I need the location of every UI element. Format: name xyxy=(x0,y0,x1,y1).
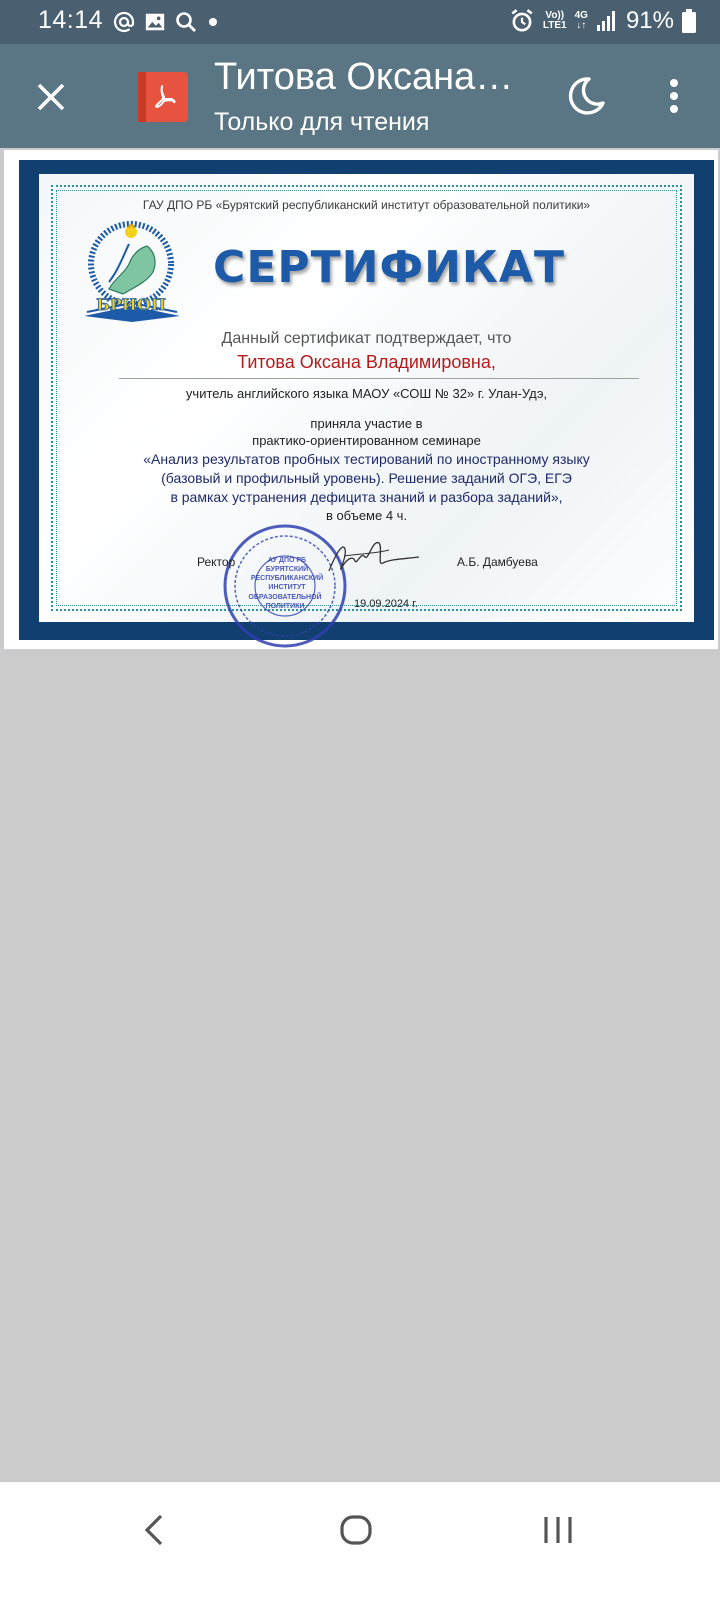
issue-date: 19.09.2024 г. xyxy=(354,598,418,610)
recents-button[interactable] xyxy=(530,1502,586,1558)
name-underline xyxy=(119,378,639,379)
seminar-title xyxy=(99,450,634,507)
alarm-icon xyxy=(509,8,535,34)
svg-text:ПОЛИТИКИ: ПОЛИТИКИ xyxy=(265,603,305,610)
dot-icon xyxy=(206,15,220,29)
hours-volume: в объеме 4 ч. xyxy=(325,508,408,523)
rector-signature xyxy=(324,536,424,580)
battery-percent: 91% xyxy=(625,7,674,34)
image-icon xyxy=(144,11,166,33)
signature-icon xyxy=(324,536,424,580)
svg-text:БРИОП: БРИОП xyxy=(96,295,166,314)
more-vert-icon xyxy=(668,78,680,114)
close-button[interactable] xyxy=(26,72,76,122)
participation-text: приняла участие в xyxy=(310,416,423,431)
document-title: Титова Оксана… xyxy=(214,56,514,98)
recipient-position: учитель английского языка МАОУ «СОШ № 32» г. Улан-Удэ, xyxy=(185,386,548,401)
status-system-icons xyxy=(509,6,696,36)
institute-logo-icon xyxy=(79,214,189,329)
recents-icon xyxy=(542,1513,574,1547)
search-icon xyxy=(174,10,198,34)
certificate-body xyxy=(39,174,694,622)
read-only-label: Только для чтения xyxy=(214,108,430,136)
seminar-title-line-2: (базовый и профильный уровень). Решение заданий ОГЭ, ЕГЭ xyxy=(161,470,572,486)
battery-icon xyxy=(682,9,696,33)
certificate-frame xyxy=(19,160,714,640)
pdf-icon xyxy=(138,72,188,122)
svg-text:ОБРАЗОВАТЕЛЬНОЙ: ОБРАЗОВАТЕЛЬНОЙ xyxy=(248,594,322,601)
night-mode-icon xyxy=(565,75,607,117)
status-time: 14:14 xyxy=(38,6,104,34)
back-icon xyxy=(142,1513,166,1547)
more-options-button[interactable] xyxy=(648,68,700,124)
confirm-text: Данный сертификат подтверждает, что xyxy=(221,330,512,347)
pdf-file-icon xyxy=(138,72,188,122)
pdf-page[interactable] xyxy=(4,150,718,650)
brioP-logo xyxy=(79,214,189,329)
seminar-title-line-3: в рамках устранения дефицита знаний и разбора заданий», xyxy=(170,489,563,505)
seminar-title-line-1: «Анализ результатов пробных тестирований по иностранному языку xyxy=(143,451,590,467)
svg-text:АУ ДПО РБ: АУ ДПО РБ xyxy=(267,557,307,564)
signal-icon xyxy=(596,10,618,32)
svg-text:ИНСТИТУТ: ИНСТИТУТ xyxy=(268,584,306,591)
certificate-heading: СЕРТИФИКАТ xyxy=(213,242,565,293)
volte-indicator: Vo)) LTE1 xyxy=(542,10,567,31)
institution-name: ГАУ ДПО РБ «Бурятский республиканский институт образовательной политики» xyxy=(142,198,591,212)
svg-text:БУРЯТСКИЙ: БУРЯТСКИЙ xyxy=(265,566,309,573)
recipient-name: Титова Оксана Владимировна, xyxy=(237,352,496,372)
status-bar xyxy=(0,0,720,44)
svg-text:РЕСПУБЛИКАНСКИЙ: РЕСПУБЛИКАНСКИЙ xyxy=(250,575,324,582)
night-mode-button[interactable] xyxy=(558,68,614,124)
seminar-type: практико-ориентированном семинаре xyxy=(252,433,481,448)
at-sign-icon xyxy=(112,10,136,34)
rector-label: Ректор xyxy=(197,555,236,569)
home-icon xyxy=(339,1513,373,1547)
status-notification-icons xyxy=(112,8,220,36)
back-button[interactable] xyxy=(126,1502,182,1558)
rector-name: А.Б. Дамбуева xyxy=(457,555,538,569)
close-icon xyxy=(35,81,67,113)
network-type: 4G ↓↑ xyxy=(574,10,588,31)
home-button[interactable] xyxy=(328,1502,384,1558)
navigation-bar xyxy=(0,1482,720,1600)
app-bar xyxy=(0,44,720,148)
